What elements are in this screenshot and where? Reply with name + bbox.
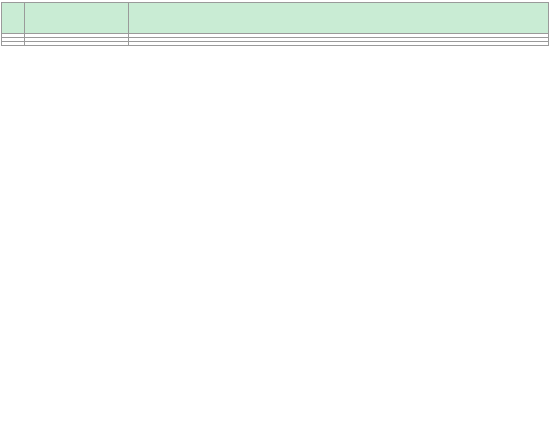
header-number [2,3,25,34]
table-row [2,42,549,46]
row-number [2,42,25,46]
regulation-table [1,2,549,46]
header-target-product [25,3,129,34]
table-body [2,34,549,46]
table-header-row [2,3,549,34]
target-product-cell [25,42,129,46]
regulation-table-page [1,2,548,434]
scope-cell [129,42,549,46]
header-scope [129,3,549,34]
